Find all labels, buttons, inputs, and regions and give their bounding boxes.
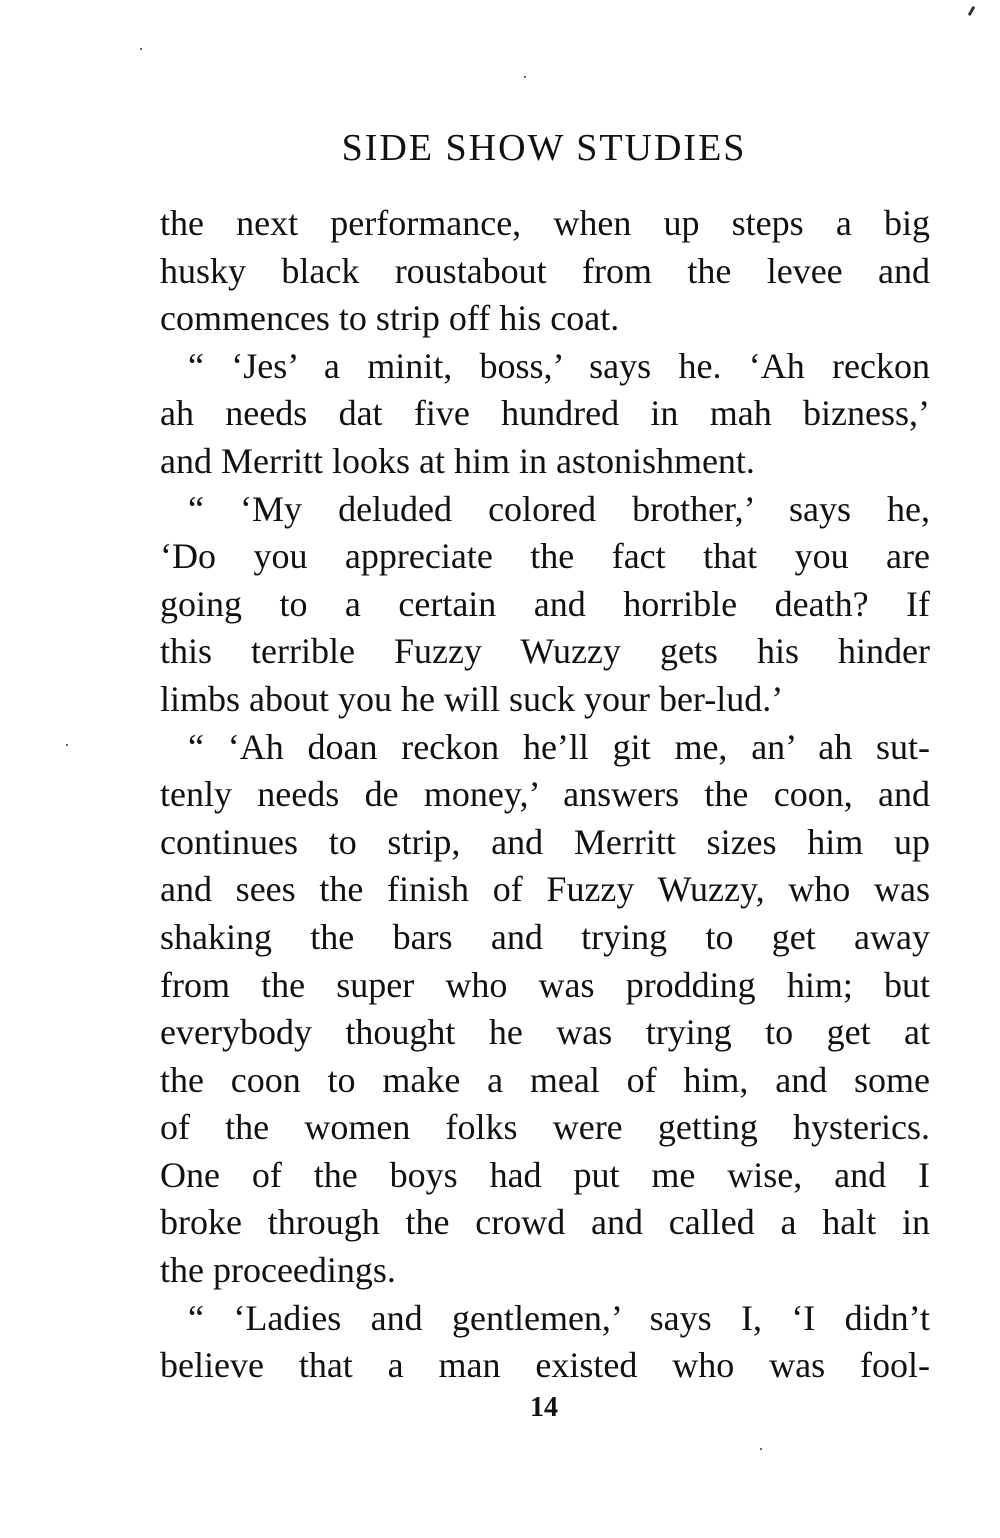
text-line: “ ‘Ladies and gentlemen,’ says I, ‘I didn’t: [188, 1297, 930, 1338]
text-line: the proceedings.: [160, 1250, 396, 1291]
body-text: [160, 200, 930, 1390]
text-line: commences to strip off his coat.: [160, 298, 620, 339]
text-line: “ ‘My deluded colored brother,’ says he,: [188, 488, 930, 529]
text-line: of the women folks were getting hysterics.: [160, 1107, 930, 1148]
text-line: broke through the crowd and called a halt in: [160, 1202, 930, 1243]
text-line: “ ‘Ah doan reckon he’ll git me, an’ ah sut-: [188, 726, 930, 767]
text-line: going to a certain and horrible death? If: [160, 583, 930, 624]
text-line: from the super who was prodding him; but: [160, 964, 930, 1005]
text-line: limbs about you he will suck your ber-lud.’: [160, 678, 784, 719]
text-line: the next performance, when up steps a big: [160, 203, 930, 243]
page-number: 14: [530, 1392, 558, 1423]
text-line: ‘Do you appreciate the fact that you are: [160, 536, 930, 577]
print-speck: [140, 48, 142, 50]
text-line: this terrible Fuzzy Wuzzy gets his hinder: [160, 631, 930, 672]
text-line: continues to strip, and Merritt sizes him up: [160, 821, 930, 862]
text-line: husky black roustabout from the levee and: [160, 250, 930, 291]
text-line: tenly needs de money,’ answers the coon, and: [160, 774, 930, 815]
text-line: believe that a man existed who was fool-: [160, 1345, 930, 1386]
print-speck: [66, 744, 68, 746]
text-line: ah needs dat five hundred in mah bizness,’: [160, 393, 930, 434]
text-line: One of the boys had put me wise, and I: [160, 1154, 930, 1195]
text-line: “ ‘Jes’ a minit, boss,’ says he. ‘Ah reckon: [188, 345, 930, 386]
print-speck: [968, 6, 976, 16]
text-line: and sees the finish of Fuzzy Wuzzy, who was: [160, 869, 930, 910]
text-line: the coon to make a meal of him, and some: [160, 1059, 930, 1100]
text-line: shaking the bars and trying to get away: [160, 916, 930, 957]
running-head: SIDE SHOW STUDIES: [341, 127, 747, 169]
print-speck: [524, 76, 526, 78]
text-line: and Merritt looks at him in astonishment.: [160, 440, 755, 481]
text-line: everybody thought he was trying to get at: [160, 1012, 930, 1053]
print-speck: [760, 1448, 762, 1450]
